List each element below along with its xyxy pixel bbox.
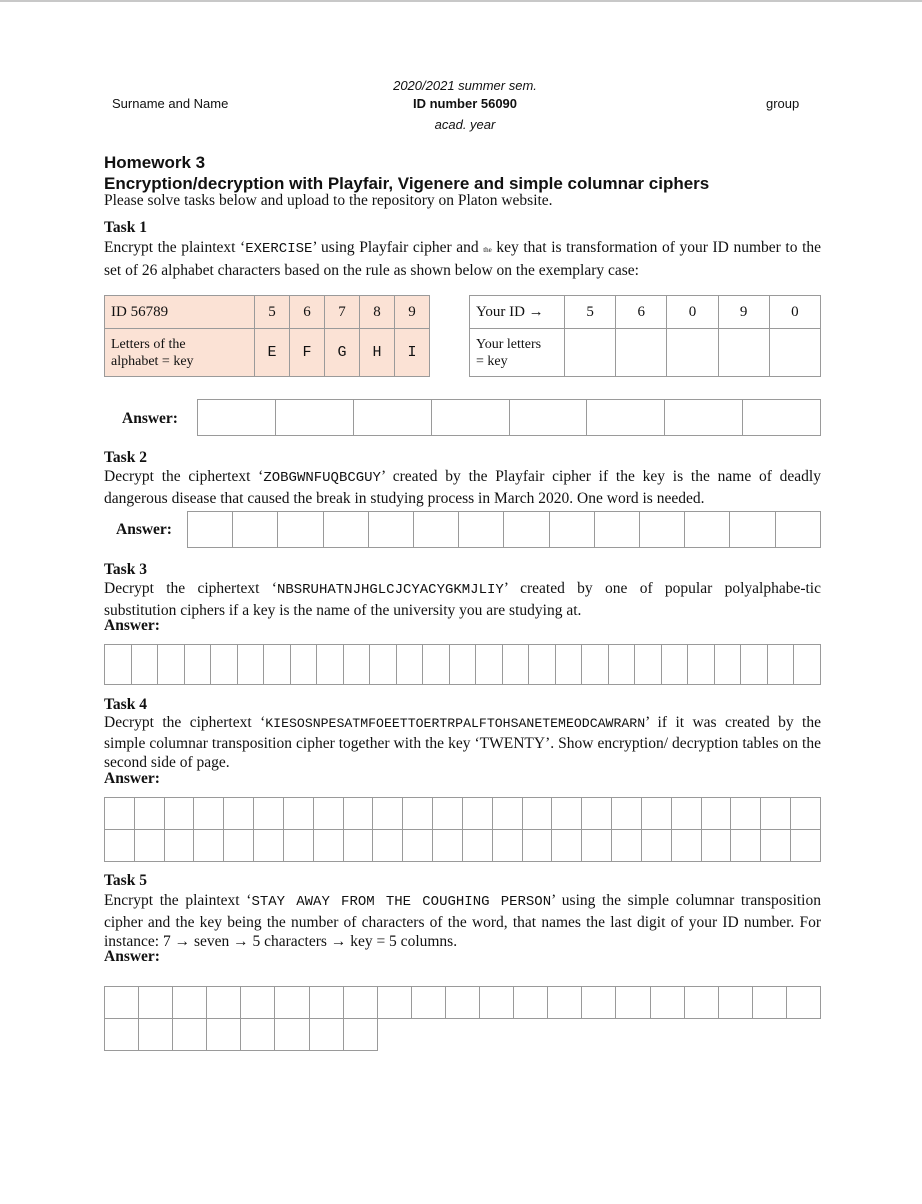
answer-cell[interactable]: [164, 798, 194, 830]
answer-cell[interactable]: [671, 798, 701, 830]
answer-cell[interactable]: [701, 830, 731, 862]
page-subtitle: Encryption/decryption with Playfair, Vigenere and simple columnar ciphers: [104, 174, 710, 193]
your-letters-label: Your letters = key: [470, 329, 565, 377]
semester-label: 2020/2021 summer sem.: [393, 78, 537, 93]
answer-cell[interactable]: [462, 830, 492, 862]
answer-cell[interactable]: [313, 798, 343, 830]
answer-cell[interactable]: [555, 645, 582, 685]
task5-title: Task 5: [104, 872, 147, 889]
surname-label: Surname and Name: [112, 96, 229, 111]
answer-cell[interactable]: [241, 1019, 275, 1051]
answer-cell[interactable]: [616, 987, 650, 1019]
answer-cell[interactable]: [158, 645, 185, 685]
answer-cell[interactable]: [552, 830, 582, 862]
answer-cell[interactable]: [688, 645, 715, 685]
answer-cell[interactable]: [368, 512, 413, 548]
answer-cell[interactable]: [582, 645, 609, 685]
answer-cell[interactable]: [275, 987, 309, 1019]
task4-answer-grid[interactable]: [104, 797, 821, 862]
task3-answer-label: Answer:: [104, 617, 160, 634]
your-digit: 9: [718, 296, 769, 329]
answer-cell[interactable]: [290, 645, 317, 685]
answer-cell[interactable]: [278, 512, 323, 548]
answer-cell[interactable]: [373, 830, 403, 862]
answer-cell[interactable]: [433, 798, 463, 830]
answer-cell[interactable]: [343, 830, 373, 862]
task2-answer-label: Answer:: [116, 521, 172, 538]
answer-cell[interactable]: [582, 798, 612, 830]
your-letter-cell[interactable]: [565, 329, 616, 377]
answer-cell[interactable]: [164, 830, 194, 862]
answer-cell[interactable]: [309, 987, 343, 1019]
answer-cell[interactable]: [396, 645, 423, 685]
answer-cell[interactable]: [641, 830, 671, 862]
answer-cell[interactable]: [522, 798, 552, 830]
your-id-table: [469, 295, 821, 377]
answer-cell[interactable]: [743, 400, 821, 436]
answer-cell[interactable]: [275, 1019, 309, 1051]
task4-text: Decrypt the ciphertext ‘KIESOSNPESATMFOEETTOERTRPALFTOHSANETEMEODCAWRARN’ if it was created by the simple columnar transposition cipher together with the key ‘TWENTY’. Show encryption/ decryption tables on the second side of page.: [104, 714, 821, 771]
answer-cell[interactable]: [313, 830, 343, 862]
answer-cell: [582, 1019, 616, 1051]
answer-cell[interactable]: [134, 830, 164, 862]
top-border: [0, 0, 922, 2]
example-letters-label: Letters of the alphabet = key: [105, 329, 255, 377]
answer-cell[interactable]: [685, 512, 730, 548]
your-letter-cell[interactable]: [616, 329, 667, 377]
answer-cell[interactable]: [731, 798, 761, 830]
answer-cell[interactable]: [198, 400, 276, 436]
answer-cell[interactable]: [241, 987, 275, 1019]
answer-cell[interactable]: [640, 512, 685, 548]
example-letter: E: [255, 329, 290, 377]
answer-cell[interactable]: [105, 987, 139, 1019]
answer-cell[interactable]: [761, 798, 791, 830]
answer-cell[interactable]: [635, 645, 662, 685]
task5-answer-label: Answer:: [104, 948, 160, 965]
answer-cell: [718, 1019, 752, 1051]
task1-title: Task 1: [104, 219, 147, 236]
answer-cell[interactable]: [283, 830, 313, 862]
answer-cell[interactable]: [665, 400, 743, 436]
answer-cell[interactable]: [134, 798, 164, 830]
answer-cell[interactable]: [612, 830, 642, 862]
answer-cell[interactable]: [224, 798, 254, 830]
answer-cell[interactable]: [377, 987, 411, 1019]
answer-cell[interactable]: [211, 645, 238, 685]
answer-cell[interactable]: [476, 645, 503, 685]
answer-cell[interactable]: [233, 512, 278, 548]
task3-title: Task 3: [104, 561, 147, 578]
answer-cell[interactable]: [237, 645, 264, 685]
answer-cell[interactable]: [549, 512, 594, 548]
answer-cell[interactable]: [459, 512, 504, 548]
answer-cell[interactable]: [184, 645, 211, 685]
answer-cell[interactable]: [414, 512, 459, 548]
answer-cell[interactable]: [582, 830, 612, 862]
answer-cell: [684, 1019, 718, 1051]
task1-answer-label: Answer:: [122, 410, 178, 427]
answer-cell[interactable]: [139, 987, 173, 1019]
answer-cell[interactable]: [373, 798, 403, 830]
example-letter: F: [290, 329, 325, 377]
answer-cell[interactable]: [502, 645, 529, 685]
answer-cell[interactable]: [323, 512, 368, 548]
answer-cell[interactable]: [275, 400, 353, 436]
answer-cell[interactable]: [423, 645, 450, 685]
example-digit: 8: [360, 296, 395, 329]
task5-answer-grid[interactable]: [104, 986, 821, 1051]
answer-cell[interactable]: [701, 798, 731, 830]
example-digit: 6: [290, 296, 325, 329]
answer-cell[interactable]: [224, 830, 254, 862]
answer-cell[interactable]: [431, 400, 509, 436]
task1-text: Encrypt the plaintext ‘EXERCISE’ using Playfair cipher and the key that is transformation of your ID number to the set of 26 alphabet characters based on the rule as shown below on the exemplary case:: [104, 239, 822, 279]
answer-cell[interactable]: [794, 645, 821, 685]
answer-cell: [480, 1019, 514, 1051]
acad-year-label: acad. year: [434, 117, 496, 132]
answer-cell[interactable]: [194, 830, 224, 862]
answer-cell[interactable]: [522, 830, 552, 862]
answer-cell[interactable]: [105, 830, 135, 862]
answer-cell[interactable]: [343, 987, 377, 1019]
answer-cell[interactable]: [641, 798, 671, 830]
answer-cell[interactable]: [370, 645, 397, 685]
task2-title: Task 2: [104, 449, 147, 466]
answer-cell[interactable]: [433, 830, 463, 862]
answer-cell[interactable]: [449, 645, 476, 685]
answer-cell[interactable]: [587, 400, 665, 436]
answer-cell[interactable]: [254, 830, 284, 862]
answer-cell[interactable]: [343, 645, 370, 685]
answer-cell[interactable]: [207, 1019, 241, 1051]
answer-cell: [650, 1019, 684, 1051]
answer-cell[interactable]: [283, 798, 313, 830]
answer-cell[interactable]: [173, 1019, 207, 1051]
intro-text: Please solve tasks below and upload to the repository on Platon website.: [104, 192, 553, 209]
answer-cell[interactable]: [741, 645, 768, 685]
answer-cell[interactable]: [514, 987, 548, 1019]
task2-text: Decrypt the ciphertext ‘ZOBGWNFUQBCGUY’ created by the Playfair cipher if the key is the name of deadly dangerous disease that caused the break in studying process in March 2020. One word is needed.: [104, 468, 821, 507]
answer-cell[interactable]: [194, 798, 224, 830]
your-digit: 0: [667, 296, 718, 329]
answer-cell[interactable]: [254, 798, 284, 830]
task5-text: Encrypt the plaintext ‘STAY AWAY FROM THE COUGHING PERSON’ using the simple columnar transposition cipher and the key being the number of characters of the word, that names the last digit of your ID number. For instance: 7 → seven → 5 characters → key = 5 columns.: [104, 892, 821, 950]
answer-cell[interactable]: [403, 798, 433, 830]
answer-cell[interactable]: [343, 1019, 377, 1051]
example-digit: 5: [255, 296, 290, 329]
answer-cell[interactable]: [791, 798, 821, 830]
task3-text: Decrypt the ciphertext ‘NBSRUHATNJHGLCJCYACYGKMJLIY’ created by one of popular polyalphabe-tic substitution ciphers if a key is the name of the university you are studying at.: [104, 580, 821, 619]
answer-cell[interactable]: [492, 798, 522, 830]
answer-cell[interactable]: [650, 987, 684, 1019]
example-digit: 7: [325, 296, 360, 329]
answer-cell[interactable]: [552, 798, 582, 830]
answer-cell[interactable]: [594, 512, 639, 548]
task3-answer-grid[interactable]: [104, 644, 821, 685]
group-label: group: [766, 96, 800, 111]
answer-cell: [411, 1019, 445, 1051]
answer-cell[interactable]: [131, 645, 158, 685]
answer-cell[interactable]: [752, 987, 786, 1019]
answer-cell[interactable]: [317, 645, 344, 685]
answer-cell[interactable]: [105, 798, 135, 830]
answer-cell: [514, 1019, 548, 1051]
answer-cell[interactable]: [343, 798, 373, 830]
arrow-right-icon: →: [528, 303, 544, 320]
id-number-label: ID number 56090: [412, 96, 518, 111]
answer-cell[interactable]: [671, 830, 701, 862]
answer-cell[interactable]: [548, 987, 582, 1019]
task1-answer-grid[interactable]: [197, 399, 821, 436]
answer-cell[interactable]: [173, 987, 207, 1019]
answer-cell: [377, 1019, 411, 1051]
answer-cell[interactable]: [582, 987, 616, 1019]
answer-cell[interactable]: [492, 830, 522, 862]
your-digit: 6: [616, 296, 667, 329]
answer-cell[interactable]: [504, 512, 549, 548]
answer-cell[interactable]: [411, 987, 445, 1019]
answer-cell: [786, 1019, 820, 1051]
your-digit: 0: [769, 296, 820, 329]
answer-cell[interactable]: [188, 512, 233, 548]
example-letter: I: [395, 329, 430, 377]
answer-cell[interactable]: [509, 400, 587, 436]
answer-cell[interactable]: [207, 987, 241, 1019]
answer-cell: [752, 1019, 786, 1051]
answer-cell[interactable]: [608, 645, 635, 685]
your-letter-cell[interactable]: [718, 329, 769, 377]
answer-cell[interactable]: [529, 645, 556, 685]
answer-cell[interactable]: [612, 798, 642, 830]
example-digit: 9: [395, 296, 430, 329]
your-letter-cell[interactable]: [769, 329, 820, 377]
task4-answer-label: Answer:: [104, 770, 160, 787]
answer-cell[interactable]: [139, 1019, 173, 1051]
answer-cell[interactable]: [105, 645, 132, 685]
answer-cell[interactable]: [761, 830, 791, 862]
answer-cell[interactable]: [714, 645, 741, 685]
answer-cell[interactable]: [105, 1019, 139, 1051]
answer-cell[interactable]: [731, 830, 761, 862]
answer-cell[interactable]: [730, 512, 775, 548]
example-id-label: ID 56789: [105, 296, 255, 329]
answer-cell[interactable]: [264, 645, 291, 685]
your-id-label: Your ID →: [470, 296, 565, 329]
answer-cell: [548, 1019, 582, 1051]
example-table: [104, 295, 430, 377]
answer-cell[interactable]: [353, 400, 431, 436]
answer-cell: [616, 1019, 650, 1051]
page-title: Homework 3: [104, 153, 206, 172]
answer-cell[interactable]: [661, 645, 688, 685]
answer-cell[interactable]: [309, 1019, 343, 1051]
answer-cell[interactable]: [791, 830, 821, 862]
answer-cell[interactable]: [718, 987, 752, 1019]
answer-cell[interactable]: [775, 512, 820, 548]
answer-cell[interactable]: [403, 830, 433, 862]
answer-cell[interactable]: [684, 987, 718, 1019]
task2-answer-grid[interactable]: [187, 511, 821, 548]
answer-cell: [445, 1019, 479, 1051]
example-letter: G: [325, 329, 360, 377]
example-letter: H: [360, 329, 395, 377]
your-digit: 5: [565, 296, 616, 329]
answer-cell[interactable]: [767, 645, 794, 685]
answer-cell[interactable]: [786, 987, 820, 1019]
answer-cell[interactable]: [445, 987, 479, 1019]
answer-cell[interactable]: [462, 798, 492, 830]
your-letter-cell[interactable]: [667, 329, 718, 377]
answer-cell[interactable]: [480, 987, 514, 1019]
task4-title: Task 4: [104, 696, 147, 713]
